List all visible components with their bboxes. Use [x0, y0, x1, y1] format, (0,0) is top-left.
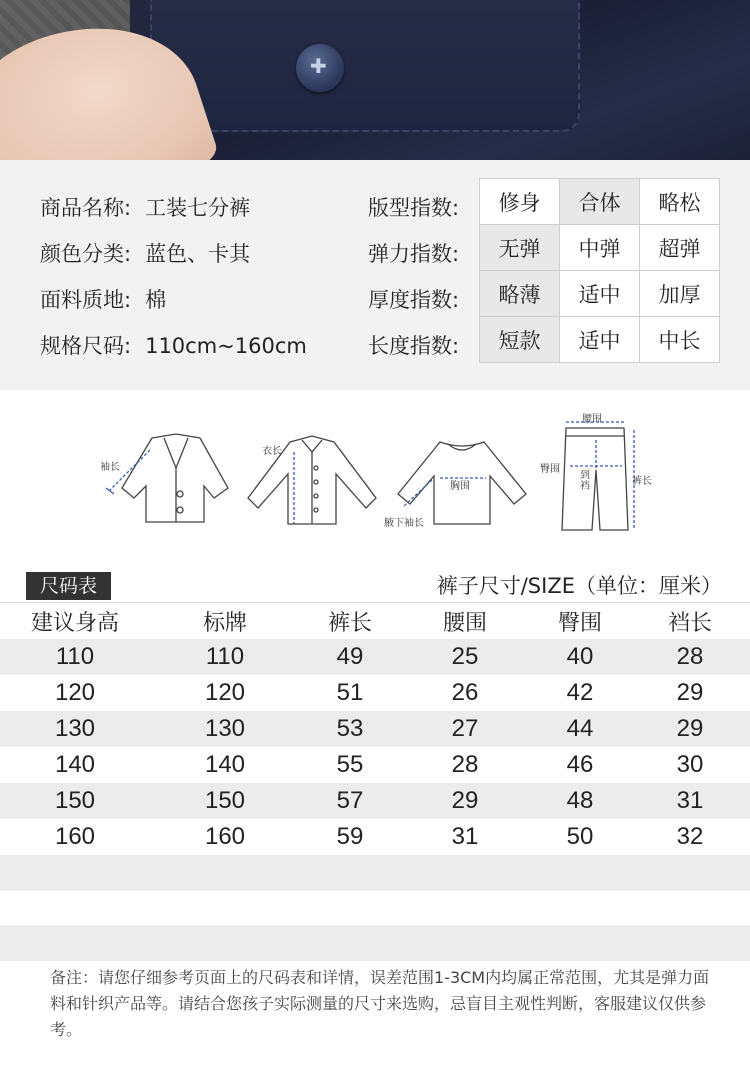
- name-label: 商品名称:: [40, 196, 132, 220]
- index-cell-selected: 短款: [480, 317, 560, 363]
- size-table-header: [0, 570, 750, 602]
- thickness-index-label: 厚度指数:: [368, 288, 460, 312]
- pants-icon: [562, 422, 634, 530]
- color-value: 蓝色、卡其: [145, 242, 251, 266]
- table-cell: 29: [676, 679, 704, 706]
- stretch-index-row: [480, 225, 720, 271]
- table-cell: 31: [451, 823, 479, 850]
- table-cell: 29: [630, 711, 750, 747]
- size-value: 110cm~160cm: [145, 334, 307, 358]
- name-value: 工装七分裤: [145, 196, 251, 220]
- rise-label: 到裆: [580, 470, 590, 492]
- table-cell: 120: [204, 679, 246, 706]
- info-size-row: [40, 330, 307, 360]
- column-header: 臀围: [557, 610, 602, 636]
- garment-length-label: 衣长: [262, 446, 282, 457]
- table-cell: 57: [300, 783, 400, 819]
- index-cell: 修身: [480, 179, 560, 225]
- info-name-row: [40, 192, 250, 222]
- table-row: [0, 639, 750, 675]
- sleeve-length-label: 袖长: [100, 462, 120, 473]
- table-cell: 120: [54, 679, 96, 706]
- table-cell: 40: [530, 639, 630, 675]
- table-cell: 31: [630, 783, 750, 819]
- column-header: 裤长: [327, 610, 372, 636]
- index-grid: [479, 178, 720, 363]
- length-index-label: 长度指数:: [368, 334, 460, 358]
- table-cell: 140: [54, 751, 96, 778]
- column-header: 建议身高: [30, 610, 119, 636]
- table-row: [0, 819, 750, 855]
- column-header: 标牌: [202, 610, 247, 636]
- table-cell: 150: [150, 783, 300, 819]
- table-cell: 51: [336, 679, 364, 706]
- index-cell: 略松: [640, 179, 720, 225]
- index-cell: 适中: [560, 317, 640, 363]
- table-row: [0, 783, 750, 819]
- table-cell: 48: [530, 783, 630, 819]
- fabric-value: 棉: [145, 288, 167, 312]
- table-cell: 140: [204, 751, 246, 778]
- column-header: 裆长: [667, 610, 712, 636]
- table-cell: 130: [0, 711, 150, 747]
- waist-label: 腰围: [582, 414, 602, 425]
- index-cell: 适中: [560, 271, 640, 317]
- table-cell: 44: [530, 711, 630, 747]
- table-cell: 53: [300, 711, 400, 747]
- table-cell: 29: [400, 783, 530, 819]
- index-cell-selected: 略薄: [480, 271, 560, 317]
- index-cell: 中长: [640, 317, 720, 363]
- table-row: [0, 711, 750, 747]
- table-cell: 59: [336, 823, 364, 850]
- empty-row: [0, 855, 750, 891]
- size-table: [0, 603, 750, 855]
- table-cell: 50: [566, 823, 594, 850]
- table-cell: 28: [630, 639, 750, 675]
- index-cell-selected: 合体: [560, 179, 640, 225]
- index-cell-selected: 无弹: [480, 225, 560, 271]
- color-label: 颜色分类:: [40, 242, 132, 266]
- table-cell: 110: [150, 639, 300, 675]
- index-cell: 加厚: [640, 271, 720, 317]
- chest-label: 胸围: [450, 481, 470, 492]
- product-photo: [0, 0, 750, 160]
- table-cell: 32: [676, 823, 704, 850]
- info-color-row: [40, 238, 250, 268]
- measurement-illustrations: [0, 390, 750, 552]
- hip-label: 臀围: [540, 464, 560, 475]
- table-row: [0, 675, 750, 711]
- table-cell: 30: [676, 751, 704, 778]
- button-icon: [296, 44, 344, 92]
- product-info-panel: [0, 160, 750, 390]
- size-unit-label: 裤子尺寸/SIZE（单位：厘米）: [436, 574, 722, 598]
- length-index-row: [480, 317, 720, 363]
- table-cell: 25: [400, 639, 530, 675]
- table-cell: 42: [566, 679, 594, 706]
- table-cell: 110: [0, 639, 150, 675]
- stretch-index-label: 弹力指数:: [368, 242, 460, 266]
- table-cell: 46: [566, 751, 594, 778]
- size-table-header-row: [0, 603, 750, 639]
- remark-note: 备注：请您仔细参考页面上的尺码表和详情，误差范围1-3CM内均属正常范围，尤其是弹力面料和针织产品等。请结合您孩子实际测量的尺寸来选购，忌盲目主观性判断，客服建议仅供参考。: [50, 968, 710, 1039]
- table-cell: 55: [336, 751, 364, 778]
- jacket-icon: [106, 434, 228, 522]
- table-cell: 150: [0, 783, 150, 819]
- table-cell: 28: [451, 751, 479, 778]
- table-row: [0, 747, 750, 783]
- table-cell: 160: [204, 823, 246, 850]
- empty-row: [0, 925, 750, 961]
- index-cell: 超弹: [640, 225, 720, 271]
- underarm-sleeve-label: 腋下袖长: [384, 518, 424, 529]
- size-table-tag: 尺码表: [26, 572, 111, 600]
- table-cell: 49: [300, 639, 400, 675]
- table-cell: 160: [54, 823, 96, 850]
- info-fabric-row: [40, 284, 166, 314]
- fit-index-label: 版型指数:: [368, 196, 460, 220]
- pants-length-label: 裤长: [632, 476, 652, 487]
- table-cell: 130: [150, 711, 300, 747]
- table-cell: 27: [400, 711, 530, 747]
- fabric-label: 面料质地:: [40, 288, 132, 312]
- column-header: 腰围: [442, 610, 487, 636]
- thickness-index-row: [480, 271, 720, 317]
- table-cell: 26: [451, 679, 479, 706]
- fit-index-row: [480, 179, 720, 225]
- pocket-flap: [150, 0, 580, 132]
- index-cell: 中弹: [560, 225, 640, 271]
- size-label: 规格尺码:: [40, 334, 132, 358]
